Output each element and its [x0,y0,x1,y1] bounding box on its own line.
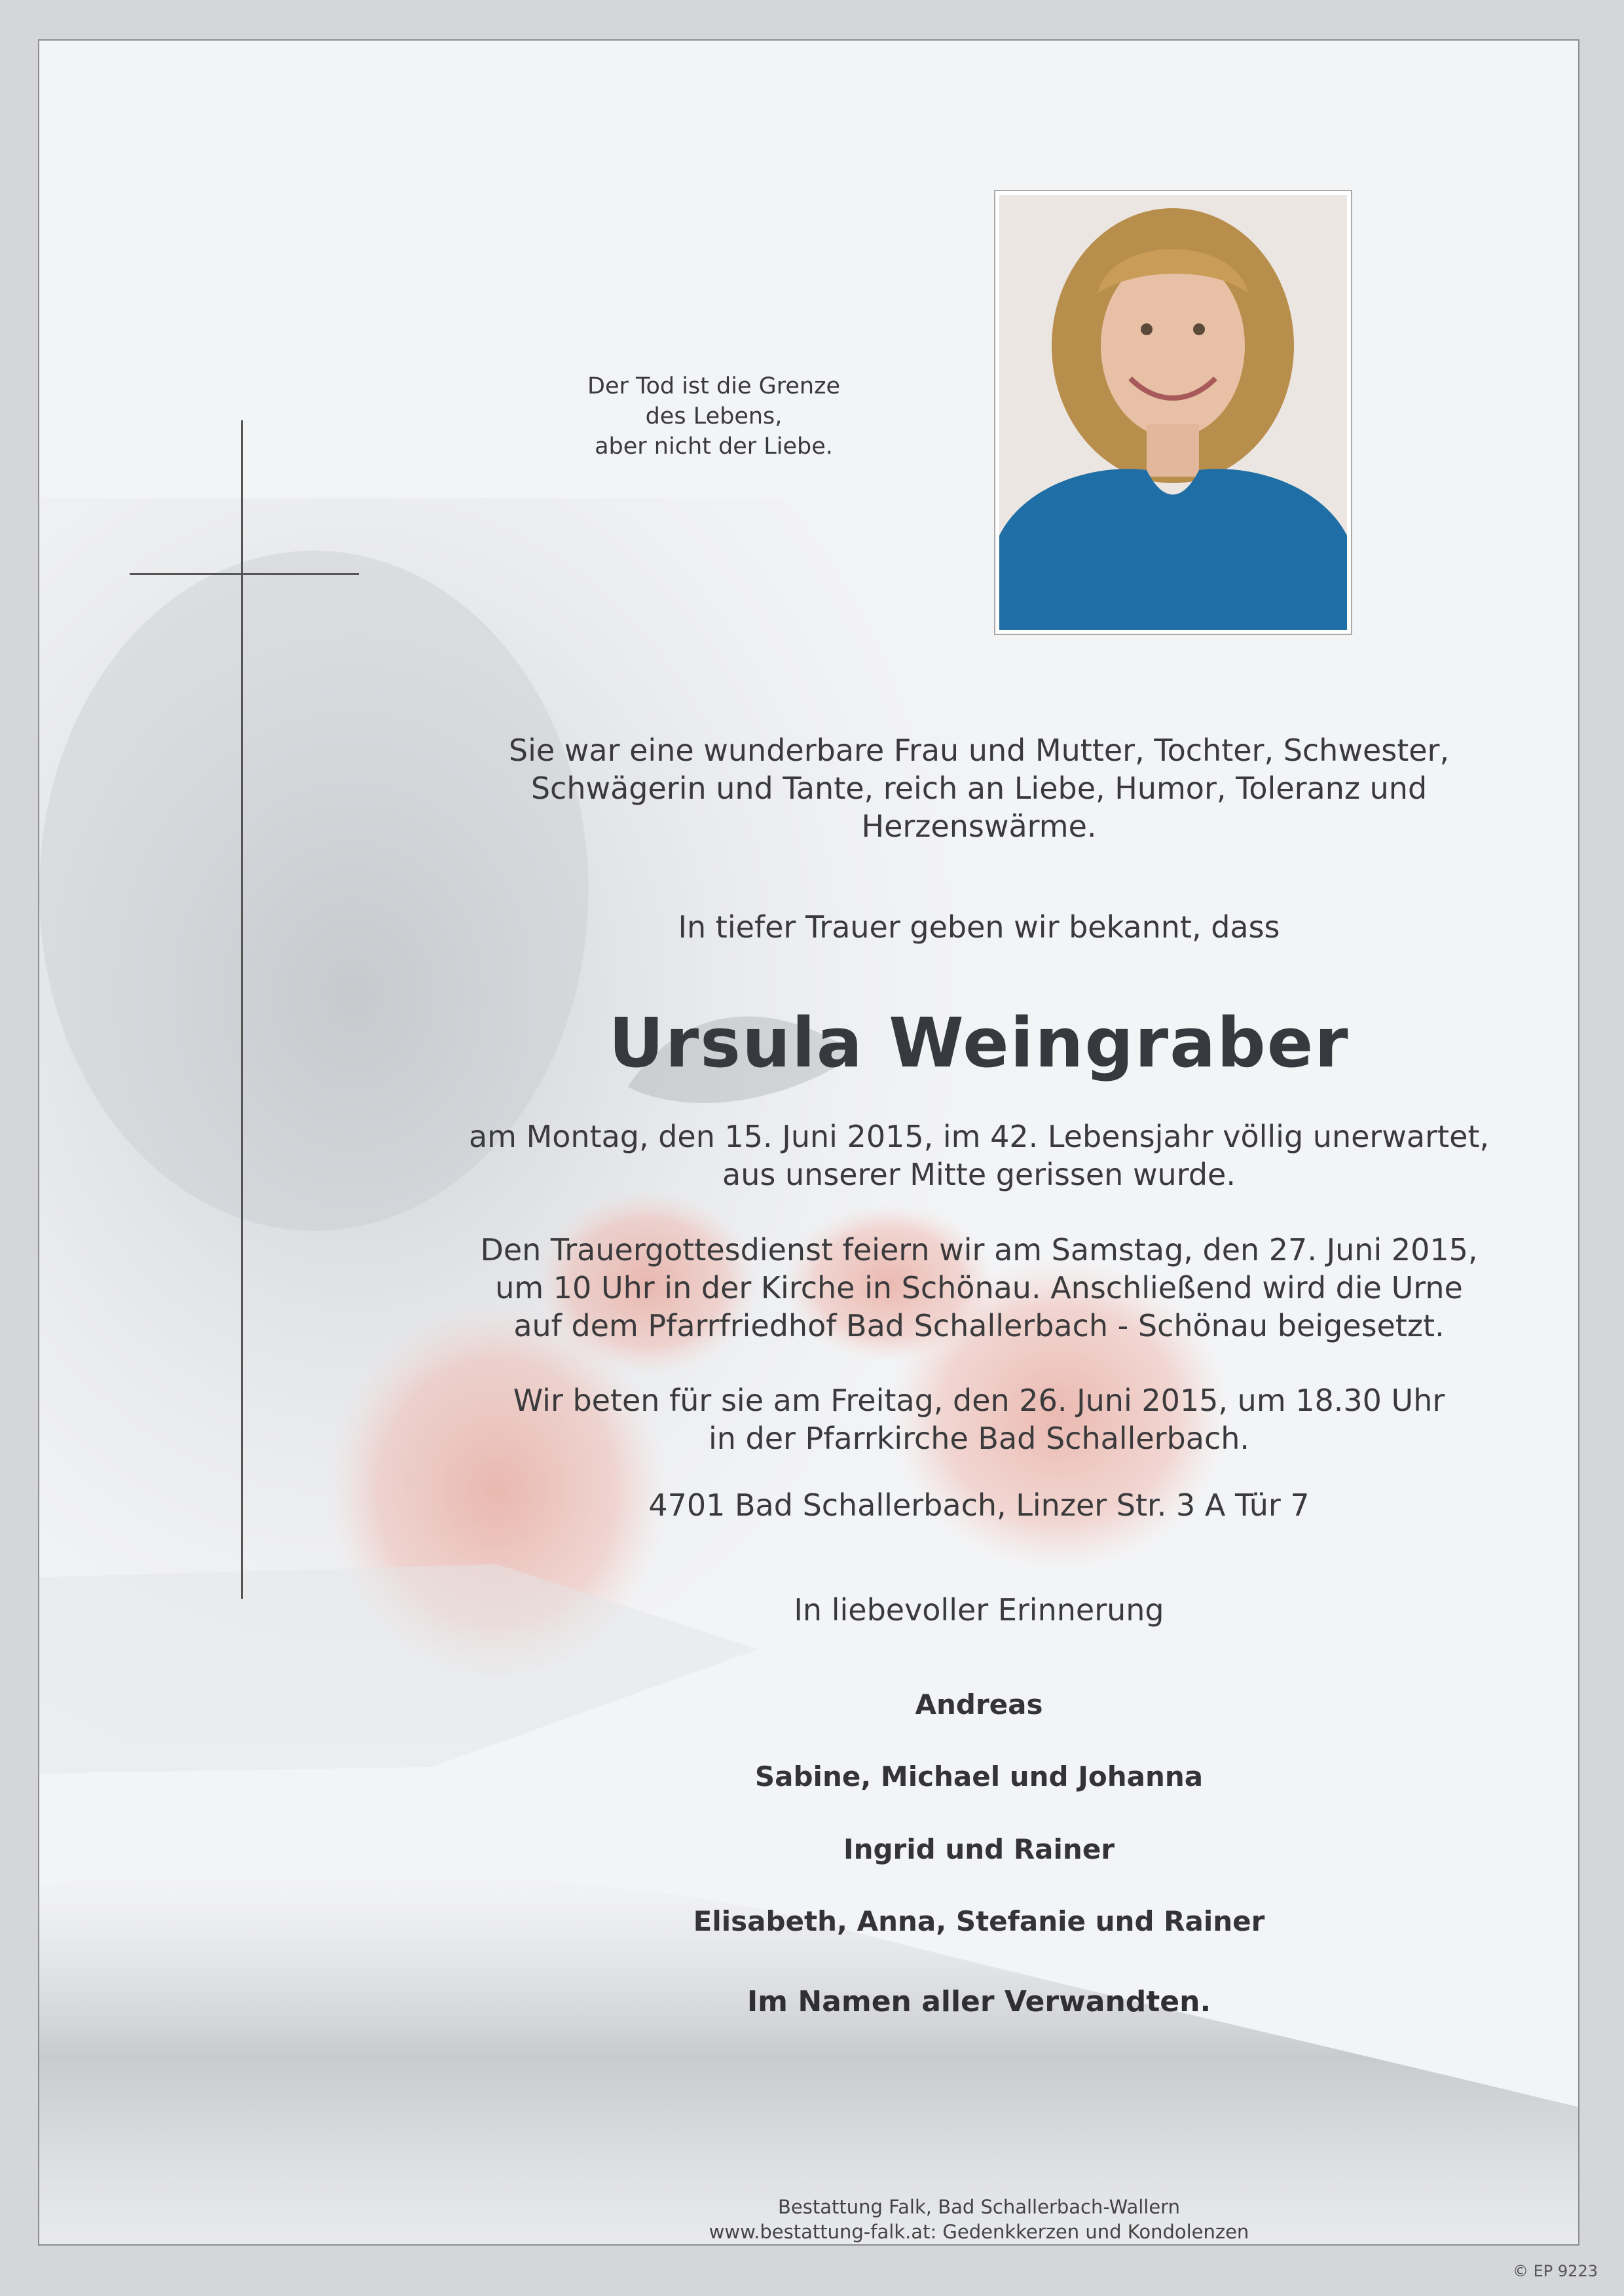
mourner-name: Ingrid und Rainer [843,1833,1115,1865]
mourner-name: Andreas [915,1688,1043,1721]
announcement: In tiefer Trauer geben wir bekannt, dass [678,909,1280,945]
cross-vertical-bar [241,420,243,1599]
obituary-card [38,39,1579,2246]
motto: Der Tod ist die Grenze des Lebens, aber nicht der Liebe. [587,373,840,460]
mourner-name: Elisabeth, Anna, Stefanie und Rainer [693,1905,1265,1937]
portrait-photo [994,190,1352,635]
deceased-name: Ursula Weingraber [608,1003,1350,1083]
prayer-details: Wir beten für sie am Freitag, den 26. Juni 2015, um 18.30 Uhr in der Pfarrkirche Bad Schallerbach. [513,1383,1445,1456]
memory-line: In liebevoller Erinnerung [794,1592,1164,1628]
print-code: © EP 9223 [1513,2262,1598,2280]
closing-line: Im Namen aller Verwandten. [747,1985,1211,2018]
cross-horizontal-bar [130,573,359,575]
portrait-image [999,195,1347,630]
tribute-text: Sie war eine wunderbare Frau und Mutter, Tochter, Schwester, Schwägerin und Tante, reich an Liebe, Humor, Toleranz und Herzenswärme. [508,733,1450,844]
funeral-home-footer: Bestattung Falk, Bad Schallerbach-Wallern www.bestattung-falk.at: Gedenkkerzen und Kondolenzen [709,2196,1249,2243]
mourner-name: Sabine, Michael und Johanna [754,1760,1204,1793]
funeral-details: Den Trauergottesdienst feiern wir am Samstag, den 27. Juni 2015, um 10 Uhr in der Kirche in Schönau. Anschließend wird die Urne auf dem Pfarrfriedhof Bad Schallerbach - Schönau beigesetzt. [480,1232,1478,1343]
death-notice: am Montag, den 15. Juni 2015, im 42. Lebensjahr völlig unerwartet, aus unserer Mitte gerissen wurde. [468,1119,1490,1192]
address: 4701 Bad Schallerbach, Linzer Str. 3 A Tür 7 [648,1487,1310,1523]
